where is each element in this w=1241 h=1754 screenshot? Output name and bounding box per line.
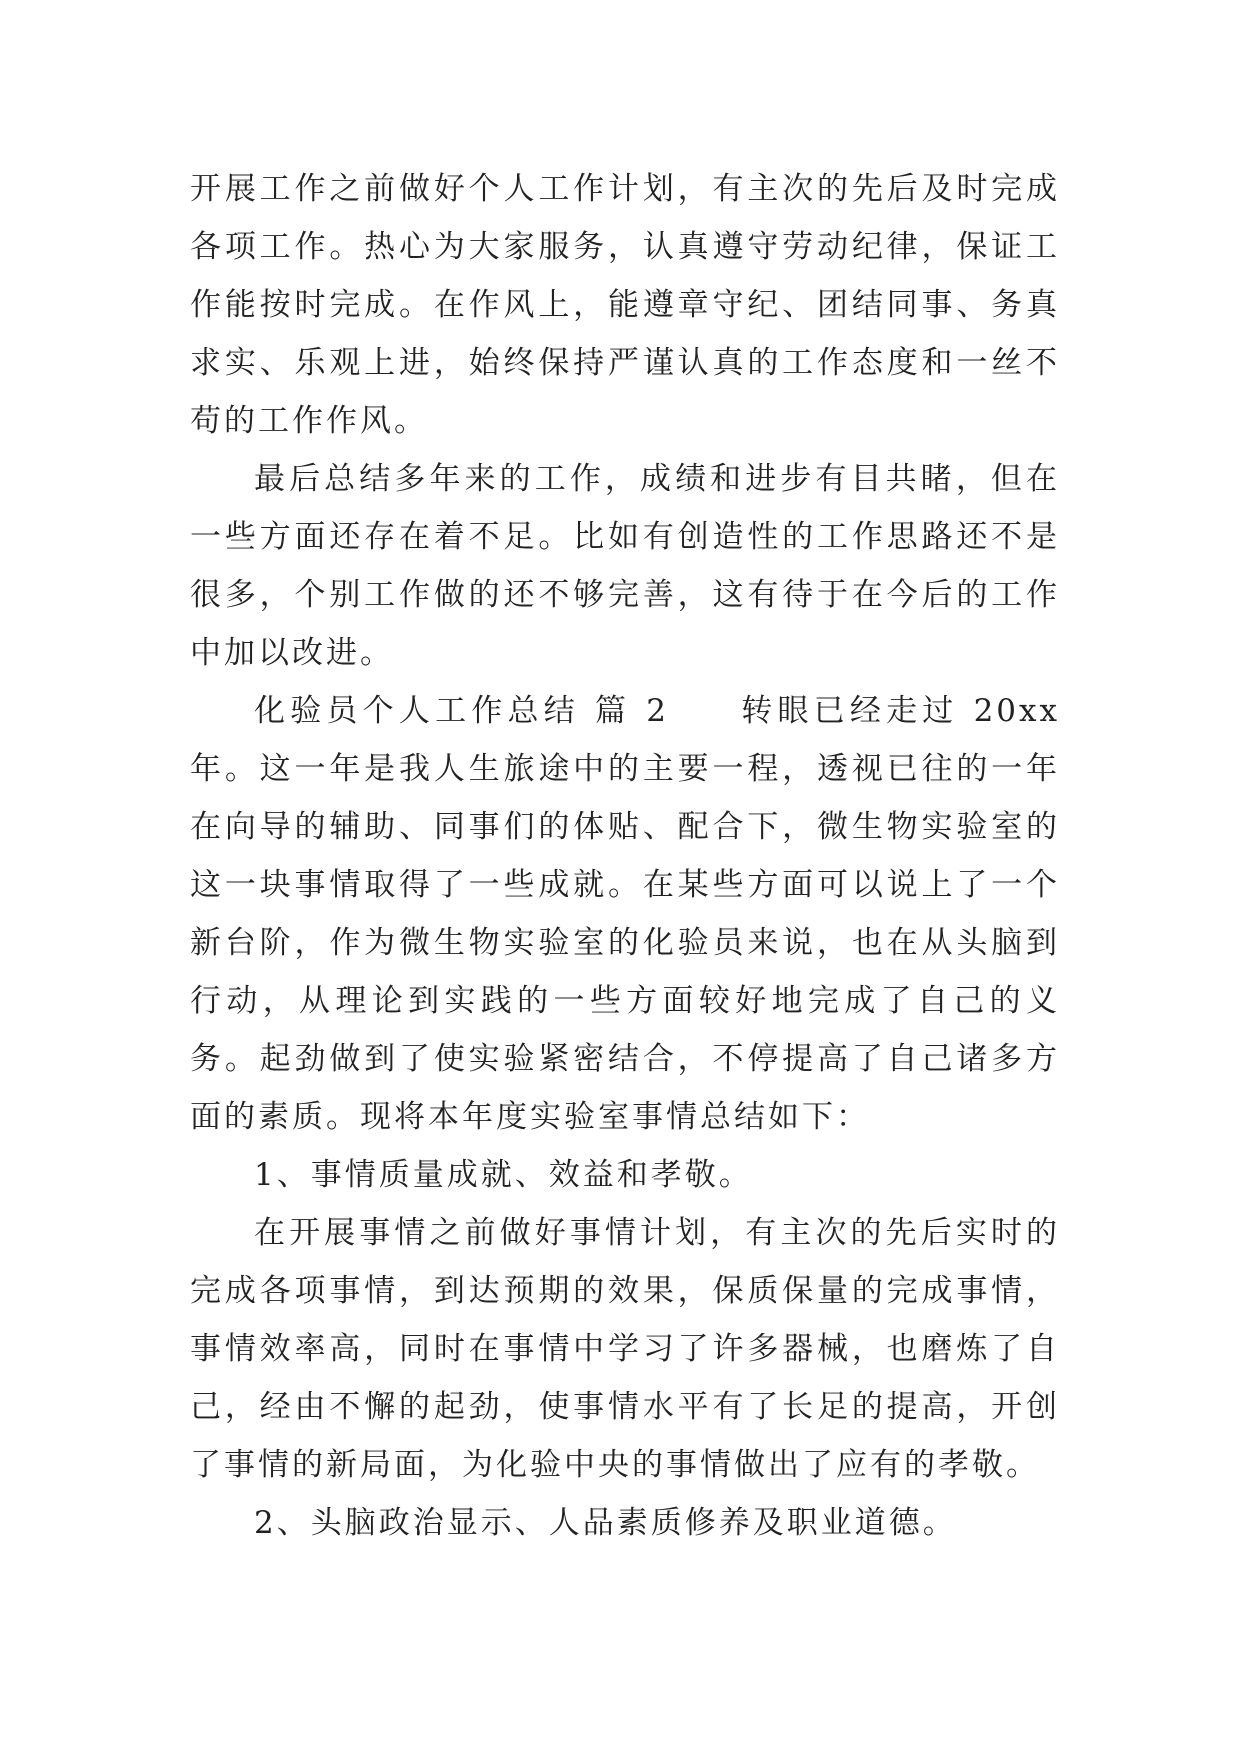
list-item-1: 1、事情质量成就、效益和孝敬。 [254,1157,753,1193]
paragraph-work-plan: 开展工作之前做好个人工作计划，有主次的先后及时完成各项工作。热心为大家服务，认真遵守劳动纪律，保证工作能按时完成。在作风上，能遵章守纪、团结同事、务真求实、乐观上进，始终保持严谨认真的工作态度和一丝不苟的工作作风。 [190,171,1060,439]
list-item-2: 2、头脑政治显示、人品素质修养及职业道德。 [254,1505,957,1541]
document-body [190,160,1060,1552]
section-heading: 化验员个人工作总结 篇 2 [254,693,670,729]
paragraph-section-2 [190,682,1060,1146]
section-intro: 转眼已经走过 20xx 年。这一年是我人生旅途中的主要一程，透视已往的一年在向导的辅助、同事们的体贴、配合下，微生物实验室的这一块事情取得了一些成就。在某些方面可以说上了一个新台阶，作为微生物实验室的化验员来说，也在从头脑到行动，从理论到实践的一些方面较好地完成了自己的义务。起劲做到了使实验紧密结合，不停提高了自己诸多方面的素质。现将本年度实验室事情总结如下： [190,693,1060,1135]
paragraph-summary: 最后总结多年来的工作，成绩和进步有目共睹，但在一些方面还存在着不足。比如有创造性的工作思路还不是很多，个别工作做的还不够完善，这有待于在今后的工作中加以改进。 [190,461,1060,671]
paragraph-work-quality: 在开展事情之前做好事情计划，有主次的先后实时的完成各项事情，到达预期的效果，保质保量的完成事情，事情效率高，同时在事情中学习了许多器械，也磨炼了自己，经由不懈的起劲，使事情水平有了长足的提高，开创了事情的新局面，为化验中央的事情做出了应有的孝敬。 [190,1215,1060,1483]
